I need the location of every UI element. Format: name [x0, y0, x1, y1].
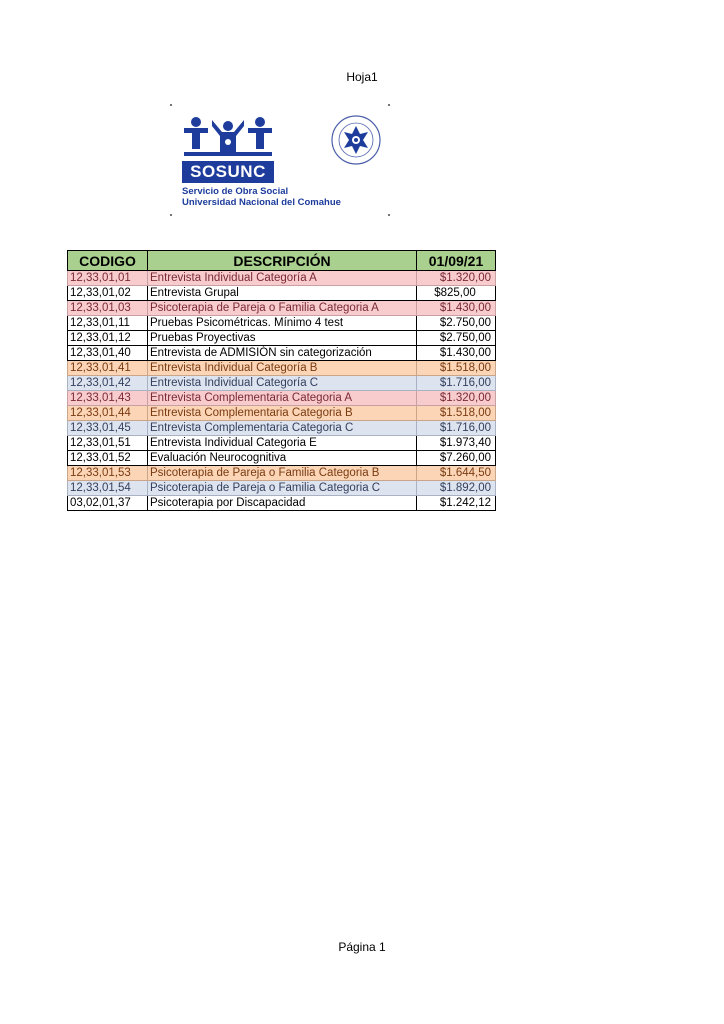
description-cell: Entrevista Complementaria Categoria B — [148, 406, 417, 421]
description-cell: Psicoterapia de Pareja o Familia Categoria C — [148, 481, 417, 496]
price-cell: $1.644,50 — [417, 466, 496, 481]
page-number: Página 1 — [338, 940, 386, 954]
price-cell: $1.320,00 — [417, 391, 496, 406]
table-row — [68, 406, 496, 421]
code-cell: 12,33,01,51 — [68, 436, 148, 451]
header-codigo: CODIGO — [68, 251, 148, 271]
code-cell: 12,33,01,01 — [68, 271, 148, 286]
code-cell: 12,33,01,53 — [68, 466, 148, 481]
description-cell: Entrevista Individual Categoría A — [148, 271, 417, 286]
code-cell: 12,33,01,42 — [68, 376, 148, 391]
sheet-title: Hoja1 — [346, 70, 378, 84]
description-cell: Pruebas Proyectivas — [148, 331, 417, 346]
price-cell: $1.320,00 — [417, 271, 496, 286]
code-cell: 12,33,01,03 — [68, 301, 148, 316]
table-header-row — [68, 251, 496, 271]
price-cell: $1.716,00 — [417, 421, 496, 436]
code-cell: 12,33,01,45 — [68, 421, 148, 436]
table-row — [68, 391, 496, 406]
code-cell: 12,33,01,41 — [68, 361, 148, 376]
table-row — [68, 331, 496, 346]
table-row — [68, 301, 496, 316]
description-cell: Entrevista de ADMISIÓN sin categorización — [148, 346, 417, 361]
price-cell: $1.430,00 — [417, 301, 496, 316]
table-row — [68, 421, 496, 436]
code-cell: 12,33,01,52 — [68, 451, 148, 466]
description-cell: Entrevista Individual Categoría C — [148, 376, 417, 391]
description-cell: Entrevista Grupal — [148, 286, 417, 301]
description-cell: Entrevista Individual Categoría B — [148, 361, 417, 376]
code-cell: 12,33,01,54 — [68, 481, 148, 496]
table-row — [68, 481, 496, 496]
price-cell: $2.750,00 — [417, 316, 496, 331]
brand-name: SOSUNC — [182, 161, 274, 183]
code-cell: 12,33,01,11 — [68, 316, 148, 331]
description-cell: Entrevista Individual Categoria E — [148, 436, 417, 451]
description-cell: Pruebas Psicométricas. Mínimo 4 test — [148, 316, 417, 331]
price-cell: $1.716,00 — [417, 376, 496, 391]
table-row — [68, 271, 496, 286]
price-cell: $1.973,40 — [417, 436, 496, 451]
sosunc-logo — [170, 104, 390, 216]
table-row — [68, 316, 496, 331]
description-cell: Evaluación Neurocognitiva — [148, 451, 417, 466]
university-seal-icon — [330, 114, 382, 166]
code-cell: 12,33,01,02 — [68, 286, 148, 301]
price-cell: $1.430,00 — [417, 346, 496, 361]
code-cell: 12,33,01,40 — [68, 346, 148, 361]
code-cell: 03,02,01,37 — [68, 496, 148, 511]
header-date: 01/09/21 — [417, 251, 496, 271]
table-row — [68, 361, 496, 376]
description-cell: Psicoterapia de Pareja o Familia Categoria A — [148, 301, 417, 316]
price-cell: $7.260,00 — [417, 451, 496, 466]
brand-subtitle-line1: Servicio de Obra Social — [182, 186, 289, 197]
table-row — [68, 376, 496, 391]
code-cell: 12,33,01,44 — [68, 406, 148, 421]
description-cell: Entrevista Complementaria Categoria A — [148, 391, 417, 406]
description-cell: Psicoterapia de Pareja o Familia Categoria B — [148, 466, 417, 481]
price-cell: $1.518,00 — [417, 406, 496, 421]
description-cell: Entrevista Complementaria Categoria C — [148, 421, 417, 436]
table-row — [68, 496, 496, 511]
code-cell: 12,33,01,43 — [68, 391, 148, 406]
price-cell: $2.750,00 — [417, 331, 496, 346]
description-cell: Psicoterapia por Discapacidad — [148, 496, 417, 511]
table-row — [68, 286, 496, 301]
table-row — [68, 451, 496, 466]
header-descripcion: DESCRIPCIÓN — [148, 251, 417, 271]
table-row — [68, 466, 496, 481]
price-cell: $825,00 — [417, 286, 496, 301]
price-cell: $1.242,12 — [417, 496, 496, 511]
people-figures-icon — [182, 114, 274, 160]
price-table — [67, 250, 496, 511]
table-row — [68, 436, 496, 451]
code-cell: 12,33,01,12 — [68, 331, 148, 346]
table-row — [68, 346, 496, 361]
price-cell: $1.518,00 — [417, 361, 496, 376]
price-cell: $1.892,00 — [417, 481, 496, 496]
brand-subtitle-line2: Universidad Nacional del Comahue — [182, 197, 341, 208]
